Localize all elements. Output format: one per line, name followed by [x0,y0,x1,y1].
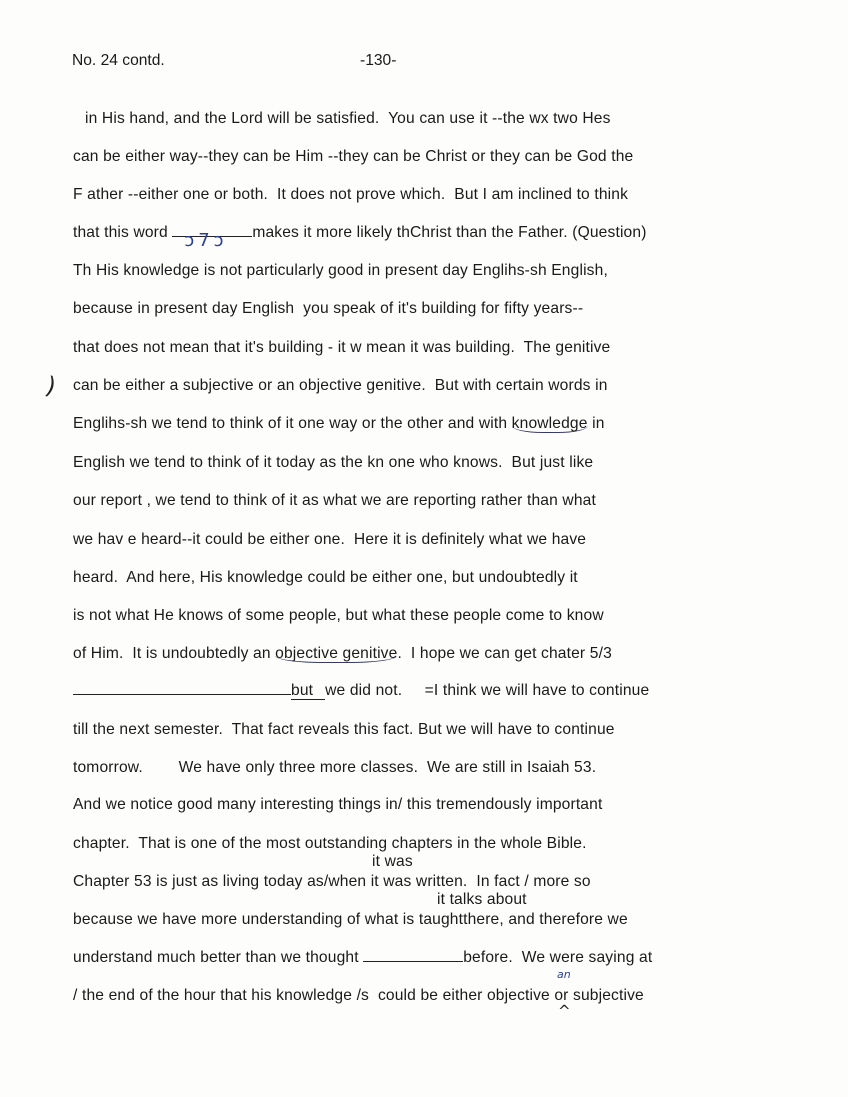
page-number: -130- [360,52,397,69]
text-line: because we have more understanding of what is taughtthere, and therefore we [73,911,628,928]
text-line: F ather --either one or both. It does not prove which. But I am inclined to think [73,186,629,203]
margin-mark: ) [42,371,59,401]
text-line: till the next semester. That fact reveals this fact. But we will have to continue [73,721,615,738]
handwritten-insert: an [557,968,571,981]
text-segment: but [291,682,325,700]
text-line: we hav e heard--it could be either one. Here it is definitely what we have [73,531,587,548]
text-line: is not what He knows of some people, but what these people come to know [73,607,604,624]
text-segment: of Him. It is undoubtedly an [73,645,276,662]
text-segment: in [587,415,605,432]
handwritten-blank [172,230,252,251]
text-line: can be either way--they can be Him --they can be Christ or they can be God the [73,148,634,165]
text-line: chapter. That is one of the most outstanding chapters in the whole Bible. [73,835,587,852]
blank-line [363,961,463,962]
blank-line [73,694,291,695]
text-line: that does not mean that it's building - it w mean it was building. The genitive [73,339,611,356]
text-segment: . I hope we can get chater 5/3 [397,645,612,662]
text-line: English we tend to think of it today as the kn one who knows. But just like [73,454,594,471]
text-line: heard. And here, His knowledge could be either one, but undoubtedly it [73,569,578,586]
caret-mark: ^ [558,1002,571,1020]
text-segment: Englihs-sh we tend to think of it one way or the other and with [73,415,512,432]
text-line: in His hand, and the Lord will be satisfied. You can use it --the wx two Hes [85,110,611,127]
text-line: / the end of the hour that his knowledge /s could be either objective or subjective [73,987,644,1004]
header-label: No. 24 contd. [72,52,165,69]
text-line [73,415,605,433]
underlined-word: knowledge [511,415,588,432]
underlined-phrase: objective genitive [275,645,398,662]
text-segment: understand much better than we thought [73,949,364,966]
text-line: tomorrow. We have only three more classes. We are still in Isaiah 53. [73,759,597,776]
text-line: can be either a subjective or an objective genitive. But with certain words in [73,377,608,394]
text-line: Th His knowledge is not particularly good in present day Englihs-sh English, [73,262,608,279]
text-segment: before. We were saying at [463,949,653,966]
text-segment: that this word [73,224,173,241]
text-line [73,682,649,700]
text-line [73,645,612,663]
interlinear-insert: it was [372,853,413,870]
text-line: Chapter 53 is just as living today as/when it was written. In fact / more so [73,873,591,890]
text-segment: we did not. =I think we will have to continue [325,682,650,699]
text-line: because in present day English you speak of it's building for fifty years-- [73,300,584,317]
interlinear-insert: it talks about [437,891,527,908]
text-line: And we notice good many interesting things in/ this tremendously important [73,796,603,813]
handwritten-hebrew-word: ɔ7ɔ [184,230,228,251]
text-segment: makes it more likely thChrist than the Father. (Question) [252,224,647,241]
text-line [73,224,647,251]
text-line: our report , we tend to think of it as what we are reporting rather than what [73,492,596,509]
text-line [73,949,652,967]
